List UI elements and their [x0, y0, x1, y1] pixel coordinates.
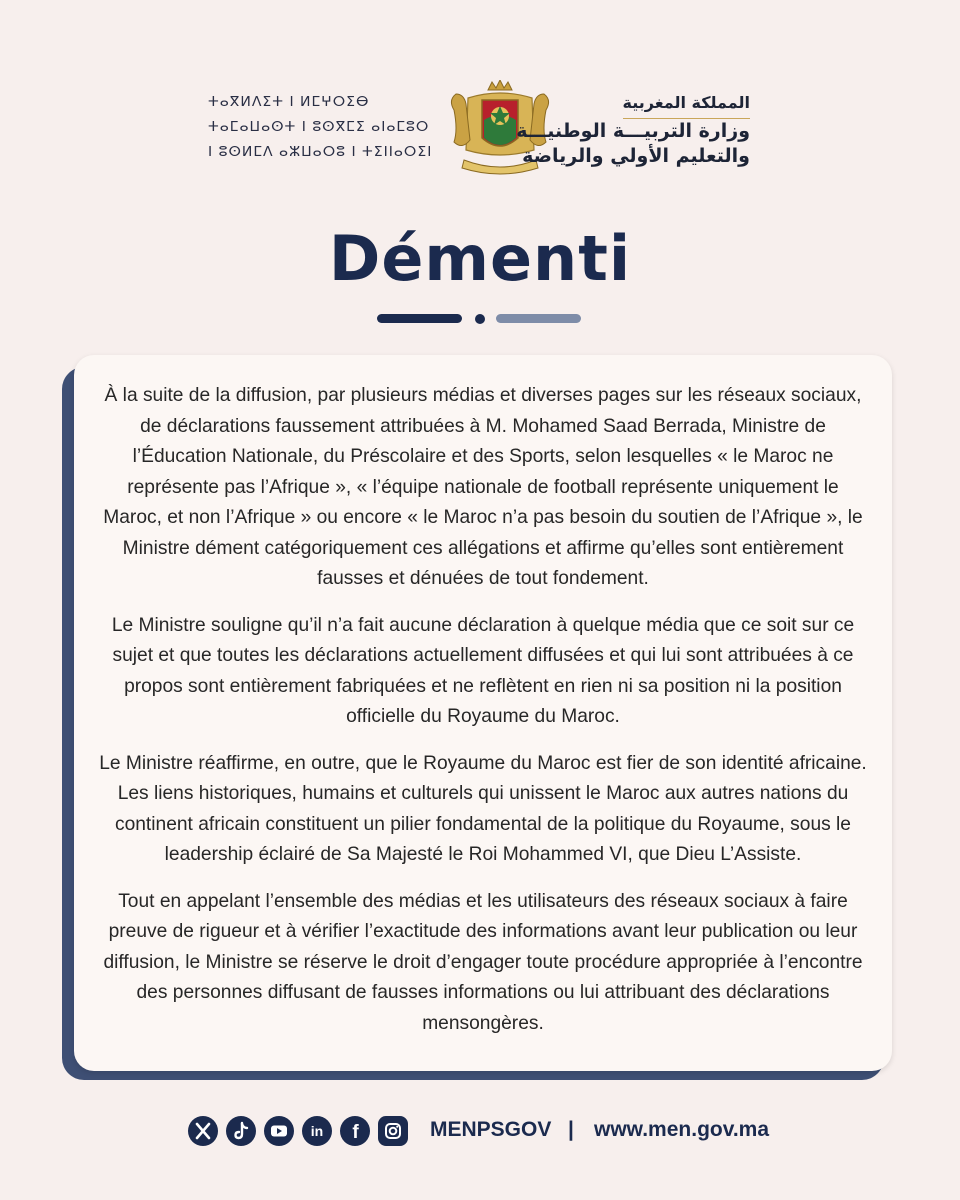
tifinagh-ministry-name [208, 90, 438, 165]
divider-bar-light [496, 314, 581, 323]
youtube-icon[interactable] [264, 1116, 294, 1146]
tifinagh-line: ⵏ ⵓⵙⵍⵎⴷ ⴰⵣⵡⴰⵔⵓ ⵏ ⵜⵉⵏⵏⴰⵔⵉⵏ [208, 144, 433, 160]
divider-bar-dark [377, 314, 462, 323]
divider-dot [475, 314, 485, 324]
statement-body [98, 381, 868, 1055]
linkedin-icon[interactable] [302, 1116, 332, 1146]
social-handle[interactable]: MENPSGOV [430, 1118, 552, 1141]
footer-separator: | [568, 1118, 574, 1141]
footer [0, 1116, 960, 1160]
paragraph: Tout en appelant l’ensemble des médias et les utilisateurs des réseaux sociaux à faire preuve de rigueur et à vérifier l’exactitude des informations avant leur publication ou leur diffusion, le Ministre se réserve le droit d’engager toute procédure appropriée à l’encontre des personnes diffusant de fausses informations ou lui attribuant des déclarations mensongères. [103, 890, 863, 1034]
svg-text:f: f [352, 1122, 359, 1143]
paragraph: À la suite de la diffusion, par plusieurs médias et diverses pages sur les réseaux sociaux, de déclarations faussement attribuées à M. Mohamed Saad Berrada, Ministre de l’Éducation Nationale, du Préscolaire et des Sports, selon lesquelles « le Maroc ne représente pas l’Afrique », « l’équipe nationale de football représente uniquement le Maroc, et non l’Afrique » ou encore « le Maroc n’a pas besoin du soutien de l’Afrique », le Ministre dément catégoriquement ces allégations et affirme qu’elles sont entièrement fausses et dénuées de tout fondement. [103, 385, 863, 589]
x-icon[interactable] [188, 1116, 218, 1146]
arabic-ministry-name [510, 90, 750, 169]
title-divider [0, 313, 960, 325]
svg-text:in: in [310, 1123, 324, 1139]
tiktok-icon[interactable] [226, 1116, 256, 1146]
statement-card [74, 355, 892, 1071]
paragraph: Le Ministre réaffirme, en outre, que le Royaume du Maroc est fier de son identité africaine. Les liens historiques, humains et culturels qui unissent le Maroc aux autres nations du continent africain constituent un pilier fondamental de la politique du Royaume, sous le leadership éclairé de Sa Majesté le Roi Mohammed VI, que Dieu L’Assiste. [99, 752, 867, 865]
tifinagh-line: ⵜⴰⵎⴰⵡⴰⵙⵜ ⵏ ⵓⵙⴳⵎⵉ ⴰⵏⴰⵎⵓⵔ [208, 119, 430, 135]
instagram-icon[interactable] [378, 1116, 408, 1146]
arabic-line: المملكة المغربية [623, 90, 751, 119]
arabic-line: وزارة التربيـــة الوطنيـــة [516, 120, 750, 142]
tifinagh-line: ⵜⴰⴳⵍⴷⵉⵜ ⵏ ⵍⵎⵖⵔⵉⴱ [208, 94, 370, 110]
page-title: Démenti [328, 222, 632, 295]
website-link[interactable]: www.men.gov.ma [594, 1118, 770, 1141]
arabic-line: والتعليم الأولي والرياضة [522, 145, 750, 167]
header [0, 80, 960, 190]
facebook-icon[interactable] [340, 1116, 370, 1146]
paragraph: Le Ministre souligne qu’il n’a fait aucune déclaration à quelque média que ce soit sur ce sujet et que toutes les déclarations actuellement diffusées et qui lui sont attribuées à ce propos sont entièrement fabriquées et ne reflètent en rien ni sa position ni la position officielle du Royaume du Maroc. [111, 614, 855, 727]
